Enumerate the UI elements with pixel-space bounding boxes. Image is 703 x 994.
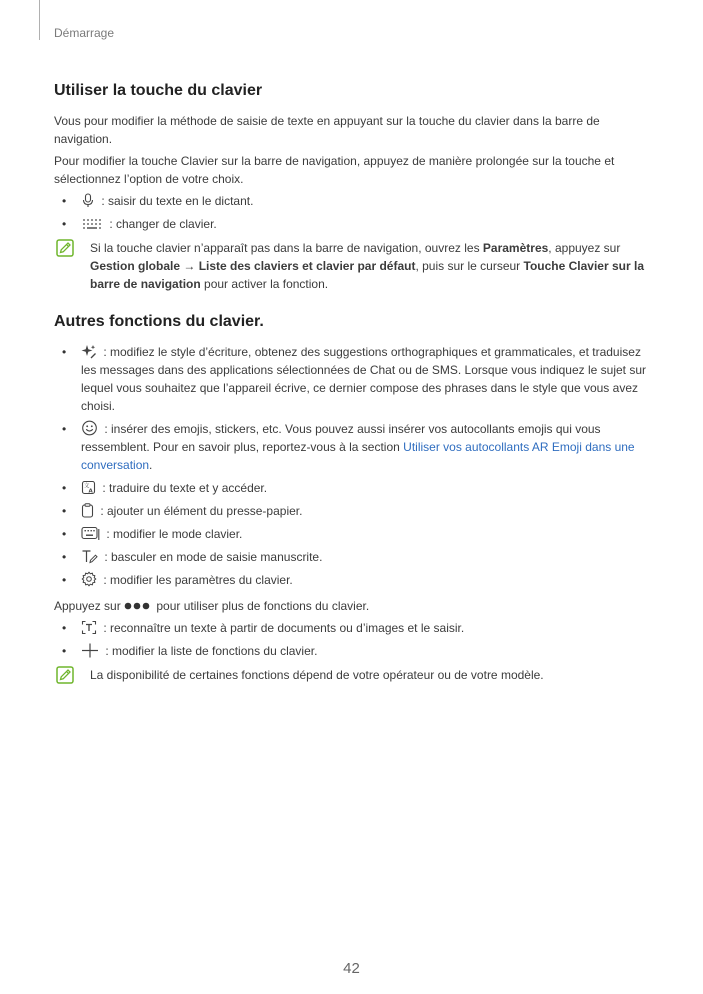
header-rule — [39, 0, 40, 40]
general-management-term: Gestion globale — [90, 259, 181, 273]
list-item: • : basculer en mode de saisie manuscrite. — [54, 548, 654, 566]
page-content — [54, 82, 654, 698]
sparkle-pen-icon — [81, 344, 97, 359]
svg-text:A: A — [88, 488, 93, 495]
keyboard-mode-icon — [81, 526, 100, 541]
chapter-title: Démarrage — [54, 26, 115, 40]
paragraph: Appuyez sur pour utiliser plus de fonctions du clavier. — [54, 599, 370, 613]
settings-gear-icon — [81, 571, 97, 587]
page-number: 42 — [343, 960, 360, 977]
note: La disponibilité de certaines fonctions dépend de votre opérateur ou de votre modèle. — [54, 666, 654, 684]
plus-icon — [81, 643, 99, 658]
paragraph: Vous pour modifier la méthode de saisie de texte en appuyant sur la touche du clavier dans la barre de navigation. — [54, 114, 600, 146]
keyboard-list-term: Liste des claviers et clavier par défaut — [198, 259, 416, 273]
list-item: • : modifier le mode clavier. — [54, 525, 654, 543]
microphone-icon — [81, 193, 95, 208]
section-title-keyboard-key: Utiliser la touche du clavier — [54, 82, 263, 99]
list-item: • : modifier la liste de fonctions du clavier. — [54, 642, 654, 660]
note-icon — [56, 239, 74, 257]
settings-term: Paramètres — [482, 241, 549, 255]
bullet-list — [54, 343, 654, 589]
note: Si la touche clavier n’apparaît pas dans la barre de navigation, ouvrez les Paramètres, appuyez sur Gestion globale → Liste des claviers et clavier par défaut, puis sur le curseur Touche Clavier sur la barre de navigation pour activer la fonction. — [54, 239, 654, 293]
clipboard-icon — [81, 503, 94, 518]
svg-text:文: • 文 — [84, 483, 90, 490]
keyboard-key-toggle-term: Touche Clavier sur la barre de navigation — [90, 259, 645, 291]
translate-icon — [81, 480, 96, 495]
list-item: • : reconnaître un texte à partir de documents ou d’images et le saisir. — [54, 619, 654, 637]
list-item: • : saisir du texte en le dictant. — [54, 192, 654, 210]
note-icon — [56, 666, 74, 684]
bullet-list — [54, 192, 654, 233]
list-item: • : modifier les paramètres du clavier. — [54, 571, 654, 589]
list-item: • : ajouter un élément du presse-papier. — [54, 502, 654, 520]
ar-emoji-link[interactable]: Utiliser vos autocollants AR Emoji dans une conversation — [81, 440, 635, 472]
more-options-icon — [124, 602, 150, 610]
list-item: • : modifiez le style d’écriture, obtenez des suggestions orthographiques et grammaticales, et traduisez les messages dans des applications sélectionnées de Chat ou de SMS. Lorsque vous indiquez le sujet sur lequel vous souhaitez que l’appareil écrive, ce dernier compose des phrases dans le style que vous avez choisi. — [54, 343, 654, 415]
section-title-other-functions: Autres fonctions du clavier. — [54, 313, 264, 330]
smiley-icon — [81, 420, 98, 436]
list-item: • : insérer des emojis, stickers, etc. Vous pouvez aussi insérer vos autocollants emojis qui vous ressemblent. Pour en savoir plus, reportez-vous à la section Utiliser vos autocollants AR Emoji dans une conversation. — [54, 420, 654, 474]
bullet-list — [54, 619, 654, 660]
paragraph: Pour modifier la touche Clavier sur la barre de navigation, appuyez de manière prolongée sur la touche et sélectionnez l’option de votre choix. — [54, 154, 615, 186]
text-extract-icon — [81, 620, 97, 635]
list-item: • 文 A : traduire du texte et y accéder. — [54, 479, 654, 497]
handwriting-icon — [81, 549, 98, 564]
keyboard-dots-icon — [81, 217, 103, 231]
list-item: • : changer de clavier. — [54, 215, 654, 233]
